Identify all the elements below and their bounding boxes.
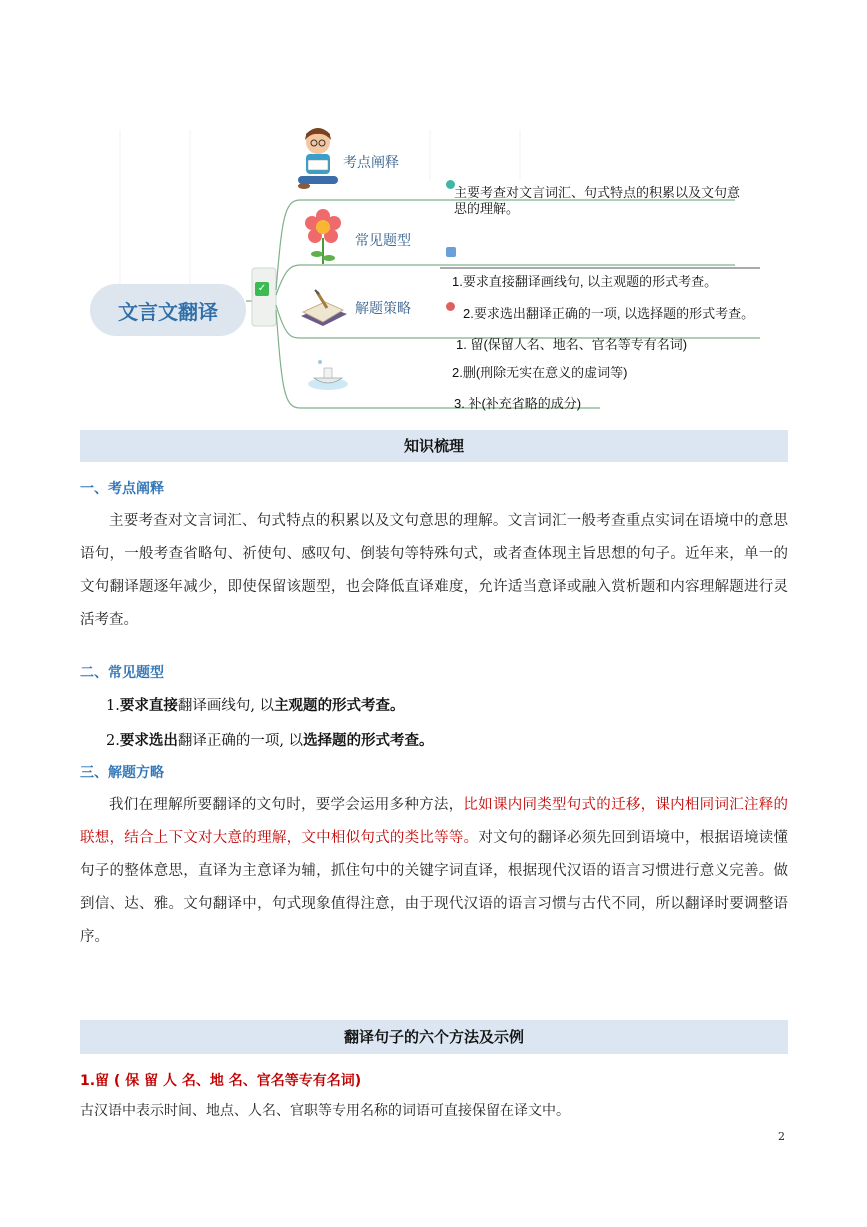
highlighted-methods: 比如课内同类型句式的迁移，课内相同词汇注释的联想，结合上下文对大意的理解，文中相似句式的类比等等。	[80, 797, 789, 846]
paragraph-method-1: 古汉语中表示时间、地点、人名、官职等专用名称的词语可直接保留在译文中。	[80, 1103, 570, 1119]
person-icon	[446, 247, 456, 257]
node-celue: 解题策略	[355, 301, 411, 317]
list-item: 1.要求直接翻译画线句, 以主观题的形式考查。	[106, 698, 405, 714]
leaf-method-1: 1. 留(保留人名、地名、官名等专有名词)	[456, 337, 688, 352]
note-dot-icon	[446, 302, 455, 311]
heading-celue: 三、解题方略	[80, 765, 164, 781]
book-icon	[297, 286, 349, 330]
leaf-tixing-1: 1.要求直接翻译画线句, 以主观题的形式考查。	[452, 274, 718, 289]
paragraph-celue: 我们在理解所要翻译的文句时，要学会运用多种方法，比如课内同类型句式的迁移，课内相同词汇注释的联想，结合上下文对大意的理解，文中相似句式的类比等等。对文句的翻译必须先回到语境中，根据语境读懂句子的整体意思，直译为主意译为辅，抓住句中的关键字词直译，根据现代汉语的语言习惯进行意义完善。做到信、达、雅。文句翻译中，句式现象值得注意，由于现代汉语的语言习惯与古代不同，所以翻译时要调整语序。	[80, 797, 789, 945]
leaf-method-3: 3. 补(补充省略的成分)	[454, 396, 582, 411]
heading-kaodian: 一、考点阐释	[80, 481, 164, 497]
flower-icon	[303, 208, 343, 266]
leaf-method-2: 2.删(刑除无实在意义的虚词等)	[452, 365, 628, 380]
node-kaodian: 考点阐释	[343, 155, 399, 171]
page-number: 2	[778, 1130, 785, 1143]
node-tixing: 常见题型	[355, 233, 411, 249]
paragraph-kaodian: 主要考查对文言词汇、句式特点的积累以及文句意思的理解。文言词汇一般考查重点实词在语境中的意思语句，一般考查省略句、祈使句、感叹句、倒装句等特殊句式，或者查体现主旨思想的句子。近年来，单一的文句翻译题逐年减少，即使保留该题型，也会降低直译难度，允许适当意译或融入赏析题和内容理解题进行灵活考查。	[80, 513, 788, 628]
mind-map-connectors	[0, 120, 867, 420]
section-bar-knowledge: 知识梳理	[80, 430, 788, 462]
heading-method-1: 1.留 ( 保 留 人 名、地 名、官名等专有名词)	[80, 1073, 362, 1089]
check-icon: ✓	[255, 282, 269, 296]
boat-icon	[306, 354, 350, 394]
leaf-tixing-2: 2.要求选出翻译正确的一项, 以选择题的形式考查。	[463, 306, 755, 321]
heading-tixing: 二、常见题型	[80, 665, 164, 681]
mind-map-root: 文言文翻译	[90, 284, 246, 336]
list-item: 2.要求选出翻译正确的一项, 以选择题的形式考查。	[106, 733, 434, 749]
reading-boy-icon	[292, 126, 342, 192]
leaf-kaodian-text: 主要考查对文言词汇、句式特点的积累以及文句意思的理解。	[454, 185, 741, 216]
section-bar-six-methods: 翻译句子的六个方法及示例	[80, 1020, 788, 1054]
